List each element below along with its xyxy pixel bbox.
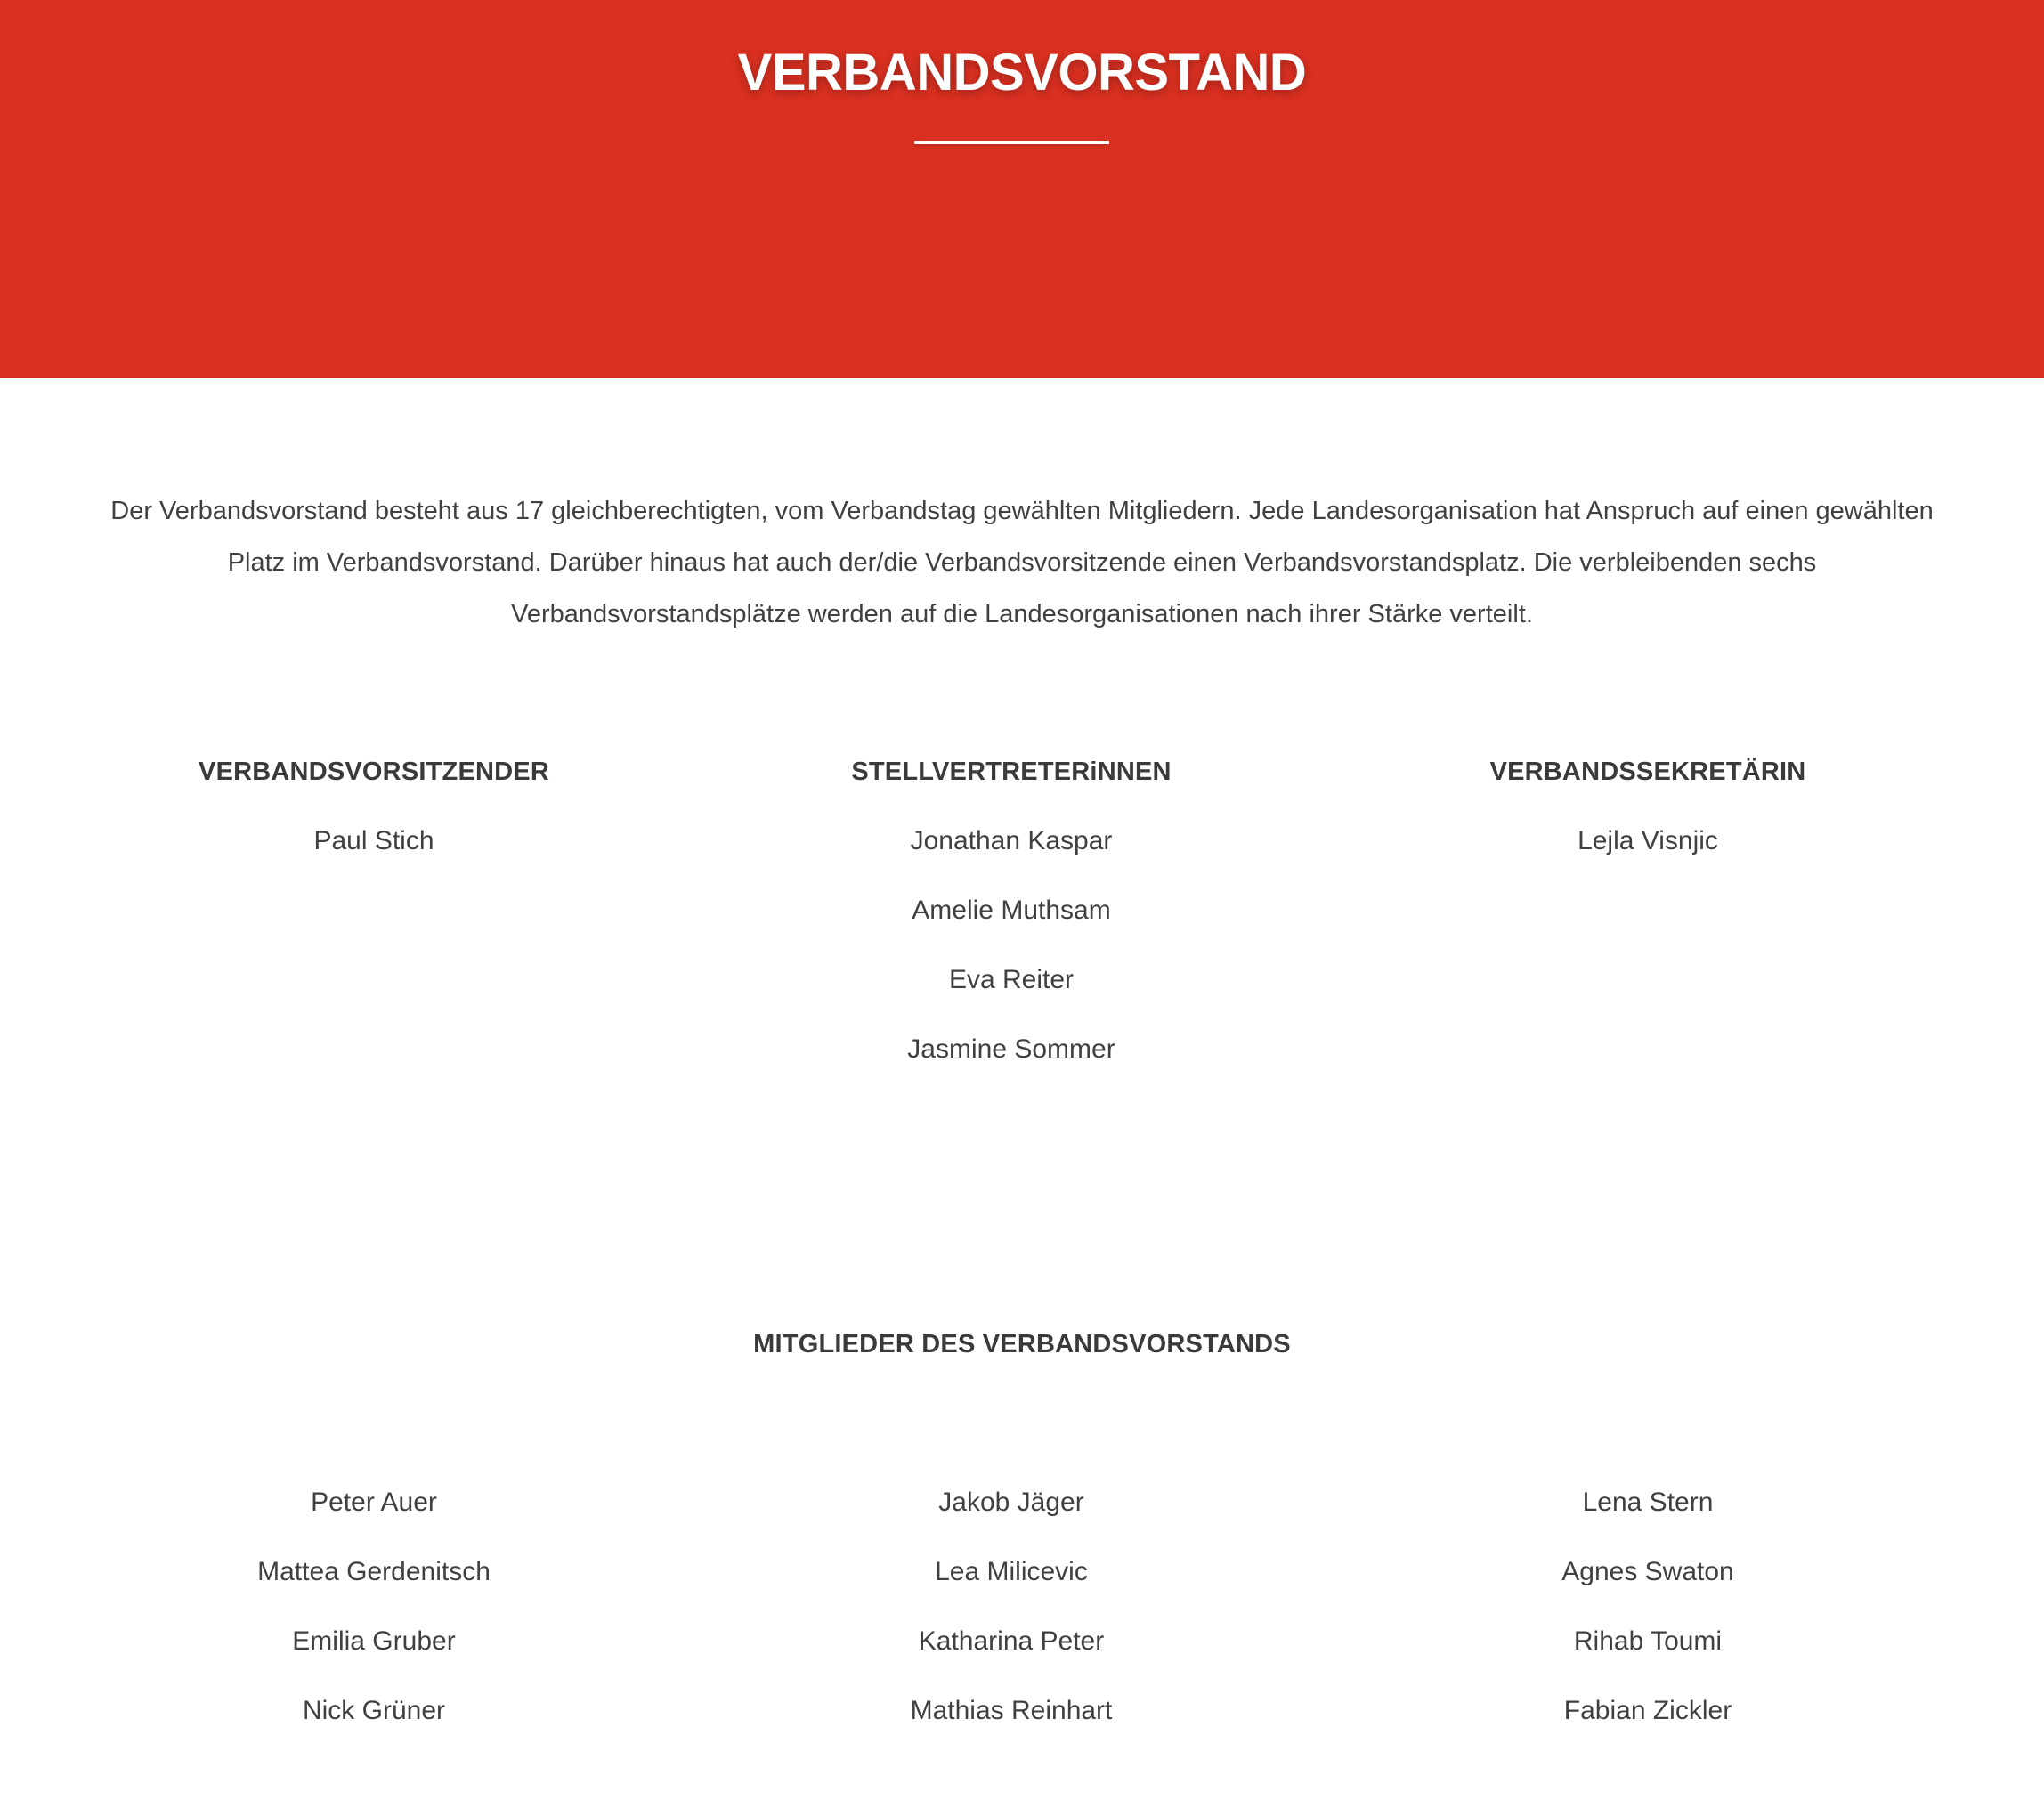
person-name: Paul Stich (313, 826, 434, 855)
person-name: Lea Milicevic (935, 1557, 1088, 1586)
members-column-3 (1363, 1483, 1933, 1761)
person-name: Amelie Muthsam (912, 896, 1111, 925)
person-name: Rihab Toumi (1573, 1626, 1723, 1656)
secretary-list (1363, 822, 1933, 861)
deputies-list (726, 822, 1296, 1069)
title-underline (914, 141, 1109, 144)
role-chair (89, 752, 659, 891)
person-name: Eva Reiter (948, 965, 1075, 994)
person-name: Jonathan Kaspar (910, 826, 1113, 855)
role-heading-deputies: STELLVERTRETERiNNEN (851, 758, 1172, 786)
person-name: Emilia Gruber (292, 1626, 456, 1656)
members-column-1 (89, 1483, 659, 1761)
person-name: Peter Auer (311, 1488, 437, 1517)
role-heading-secretary: VERBANDSSEKRETÄRIN (1489, 758, 1806, 786)
person-name: Katharina Peter (918, 1626, 1105, 1656)
person-name: Lejla Visnjic (1578, 826, 1718, 855)
members-list (1363, 1483, 1933, 1731)
person-name: Jasmine Sommer (907, 1034, 1115, 1064)
role-deputies (726, 752, 1296, 1099)
members-list (726, 1483, 1296, 1731)
hero-banner (0, 0, 2044, 378)
person-name: Lena Stern (1582, 1488, 1714, 1517)
role-heading-chair: VERBANDSVORSITZENDER (199, 758, 549, 786)
person-name: Nick Grüner (302, 1696, 446, 1725)
members-column-2 (726, 1483, 1296, 1761)
person-name: Jakob Jäger (938, 1488, 1084, 1517)
person-name: Fabian Zickler (1563, 1696, 1732, 1725)
page-title: VERBANDSVORSTAND (737, 44, 1307, 101)
members-heading: MITGLIEDER DES VERBANDSVORSTANDS (753, 1330, 1291, 1358)
person-name: Mathias Reinhart (910, 1696, 1113, 1725)
role-secretary (1363, 752, 1933, 891)
person-name: Agnes Swaton (1561, 1557, 1734, 1586)
intro-paragraph: Der Verbandsvorstand besteht aus 17 gleichberechtigten, vom Verbandstag gewählten Mitgliedern. Jede Landesorganisation hat Anspruch auf einen gewählten Platz im Verbandsvorstand. Darüber hinaus hat auch der/die Verbandsvorsitzende einen Verbandsvorstandsplatz. Die verbleibenden sechs Verbandsvorstandsplätze werden auf die Landesorganisationen nach ihrer Stärke verteilt. (110, 497, 1934, 628)
person-name: Mattea Gerdenitsch (257, 1557, 491, 1586)
chair-list (89, 822, 659, 861)
members-list (89, 1483, 659, 1731)
